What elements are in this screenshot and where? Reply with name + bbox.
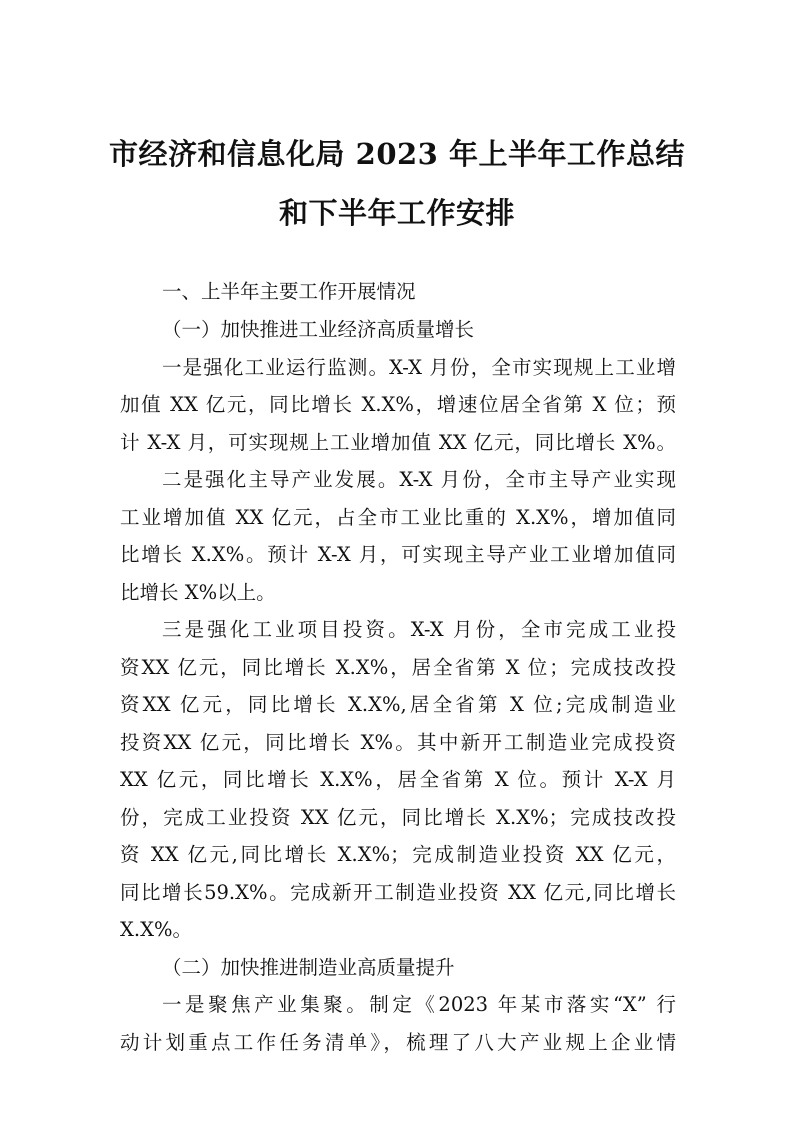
paragraph-line: 二是强化主导产业发展。X-X 月份，全市主导产业实现 [162, 468, 676, 491]
paragraph-line: 加值 XX 亿元，同比增长 X.X%，增速位居全省第 X 位；预 [120, 393, 676, 416]
subsection-heading: （一）加快推进工业经济高质量增长 [162, 318, 475, 341]
subsection-heading: （二）加快推进制造业高质量提升 [162, 956, 455, 979]
paragraph-line: X.X%。 [120, 918, 192, 941]
paragraph-line: 一是强化工业运行监测。X-X 月份，全市实现规上工业增 [162, 356, 676, 379]
paragraph-line: 一是聚焦产业集聚。制定《2023 年某市落实“X” 行 [162, 993, 676, 1016]
section-heading: 一、上半年主要工作开展情况 [162, 280, 416, 303]
paragraph-line: 工业增加值 XX 亿元，占全市工业比重的 X.X%，增加值同 [120, 506, 676, 529]
paragraph-line: 投资XX 亿元，同比增长 X%。其中新开工制造业完成投资 [120, 731, 676, 754]
paragraph-line: 三是强化工业项目投资。X-X 月份，全市完成工业投 [162, 618, 676, 641]
paragraph-line: 比增长 X.X%。预计 X-X 月，可实现主导产业工业增加值同 [120, 543, 676, 566]
paragraph-line: 资XX 亿元，同比增长 X.X%,居全省第 X 位;完成制造业 [120, 693, 676, 716]
paragraph-line: 比增长 X%以上。 [120, 581, 276, 604]
document-title-line-2: 和下半年工作安排 [278, 196, 515, 230]
paragraph-line: 资XX 亿元，同比增长 X.X%，居全省第 X 位；完成技改投 [120, 656, 676, 679]
document-title-line-1: 市经济和信息化局 2023 年上半年工作总结 [109, 137, 685, 171]
paragraph-line: 资 XX 亿元,同比增长 X.X%；完成制造业投资 XX 亿元， [120, 843, 676, 866]
paragraph-line: 动计划重点工作任务清单》，梳理了八大产业规上企业情 [120, 1031, 676, 1054]
paragraph-line: XX 亿元，同比增长 X.X%，居全省第 X 位。预计 X-X 月 [120, 768, 676, 791]
paragraph-line: 计 X-X 月，可实现规上工业增加值 XX 亿元，同比增长 X%。 [120, 431, 676, 454]
paragraph-line: 份，完成工业投资 XX 亿元，同比增长 X.X%；完成技改投 [120, 806, 676, 829]
paragraph-line: 同比增长59.X%。完成新开工制造业投资 XX 亿元,同比增长 [120, 881, 676, 904]
